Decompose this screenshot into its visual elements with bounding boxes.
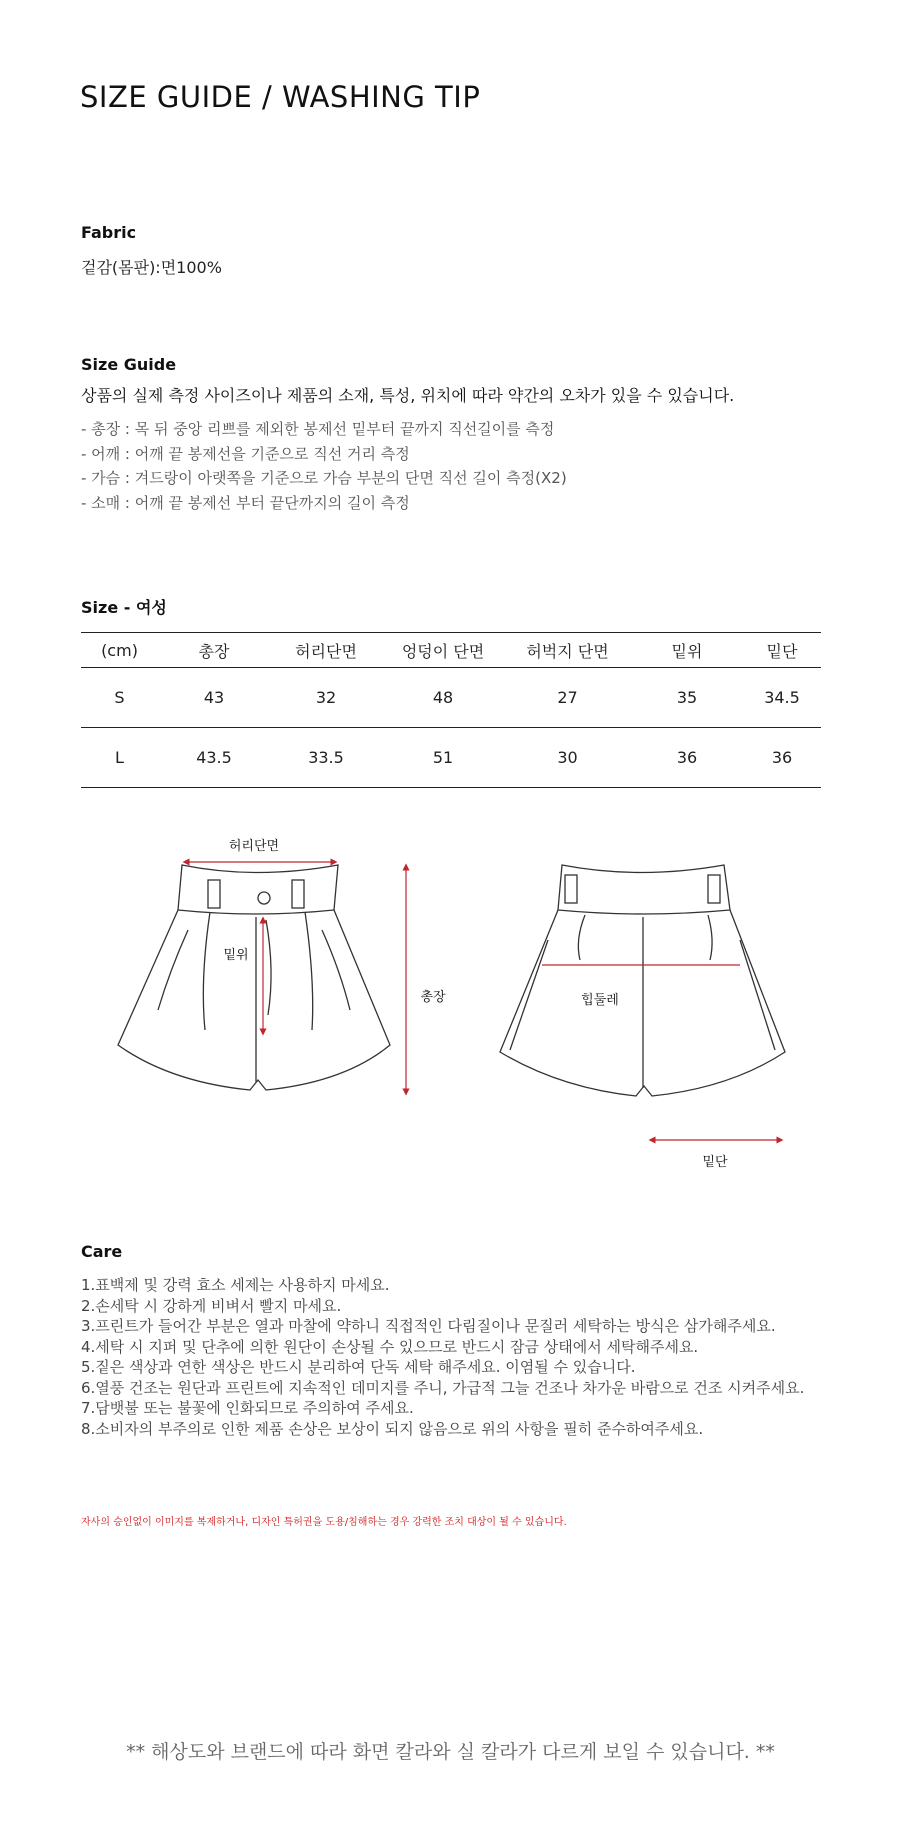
care-item: 3.프린트가 들어간 부분은 열과 마찰에 약하니 직접적인 다림질이나 문질러 세탁하는 방식은 삼가해주세요. xyxy=(81,1317,776,1335)
table-cell: 33.5 xyxy=(270,728,382,788)
copyright-notice: 자사의 승인없이 이미지를 복제하거나, 디자인 특허권을 도용/침해하는 경우 강력한 조치 대상이 될 수 있습니다. xyxy=(81,1517,567,1528)
table-cell: 43 xyxy=(158,668,270,728)
column-header: 밑단 xyxy=(743,633,821,668)
size-table xyxy=(81,632,821,788)
column-header: 허리단면 xyxy=(270,633,382,668)
care-list xyxy=(81,1275,804,1439)
shorts-diagram xyxy=(0,820,901,1190)
hem-label: 밑단 xyxy=(702,1155,728,1170)
care-item: 4.세탁 시 지퍼 및 단추에 의한 원단이 손상될 수 있으므로 반드시 잠금 상태에서 세탁해주세요. xyxy=(81,1337,699,1356)
care-item: 6.열풍 건조는 원단과 프린트에 지속적인 데미지를 주니, 가급적 그늘 건조나 차가운 바람으로 건조 시켜주세요. xyxy=(81,1378,805,1397)
column-header: 엉덩이 단면 xyxy=(382,633,504,668)
fabric-heading: Fabric xyxy=(81,223,137,242)
table-row xyxy=(81,668,821,728)
size-guide-lead: 상품의 실제 측정 사이즈이나 제품의 소재, 특성, 위치에 따라 약간의 오차가 있을 수 있습니다. xyxy=(81,386,735,405)
size-table-heading: Size - 여성 xyxy=(81,598,167,617)
waist-label: 허리단면 xyxy=(228,839,280,854)
footer-note: ** 해상도와 브랜드에 따라 화면 칼라와 실 칼라가 다르게 보일 수 있습니다. ** xyxy=(126,1741,775,1763)
table-cell: S xyxy=(81,668,158,728)
column-header: 밑위 xyxy=(631,633,743,668)
size-note: - 소매 : 어깨 끝 봉제선 부터 끝단까지의 길이 측정 xyxy=(81,493,410,512)
table-cell: 51 xyxy=(382,728,504,788)
table-cell: 34.5 xyxy=(743,668,821,728)
table-cell: 32 xyxy=(270,668,382,728)
care-item: 2.손세탁 시 강하게 비벼서 빨지 마세요. xyxy=(81,1296,342,1315)
size-note: - 어깨 : 어깨 끝 봉제선을 기준으로 직선 거리 측정 xyxy=(81,444,410,463)
table-header-row xyxy=(81,633,821,668)
table-cell: 43.5 xyxy=(158,728,270,788)
table-cell: 30 xyxy=(504,728,631,788)
care-item: 5.짙은 색상과 연한 색상은 반드시 분리하여 단독 세탁 해주세요. 이염될 수 있습니다. xyxy=(81,1358,636,1376)
size-note: - 가슴 : 겨드랑이 아랫쪽을 기준으로 가슴 부분의 단면 직선 길이 측정(X2) xyxy=(81,469,567,487)
shorts-front-drawing xyxy=(118,865,390,1090)
care-item: 8.소비자의 부주의로 인한 제품 손상은 보상이 되지 않음으로 위의 사항을 필히 준수하여주세요. xyxy=(81,1419,704,1438)
rise-label: 밑위 xyxy=(223,948,249,963)
shorts-back-drawing xyxy=(500,865,785,1096)
page-title: SIZE GUIDE / WASHING TIP xyxy=(80,80,481,114)
hip-label: 힙둘레 xyxy=(581,993,619,1008)
length-label: 총장 xyxy=(420,990,446,1005)
column-header: (cm) xyxy=(81,633,158,668)
table-cell: 27 xyxy=(504,668,631,728)
size-guide-heading: Size Guide xyxy=(81,355,177,374)
size-note: - 총장 : 목 뒤 중앙 리쁘를 제외한 봉제선 밑부터 끝까지 직선길이를 측정 xyxy=(81,420,555,438)
size-guide-notes xyxy=(81,417,567,515)
column-header: 총장 xyxy=(158,633,270,668)
care-item: 7.담뱃불 또는 불꽃에 인화되므로 주의하여 주세요. xyxy=(81,1399,414,1417)
table-cell: 48 xyxy=(382,668,504,728)
table-cell: 36 xyxy=(631,728,743,788)
table-cell: L xyxy=(81,728,158,788)
column-header: 허벅지 단면 xyxy=(504,633,631,668)
table-row xyxy=(81,728,821,788)
table-cell: 36 xyxy=(743,728,821,788)
table-cell: 35 xyxy=(631,668,743,728)
fabric-text: 겉감(몸판):면100% xyxy=(81,258,222,277)
care-heading: Care xyxy=(81,1242,123,1261)
care-item: 1.표백제 및 강력 효소 세제는 사용하지 마세요. xyxy=(81,1276,390,1294)
